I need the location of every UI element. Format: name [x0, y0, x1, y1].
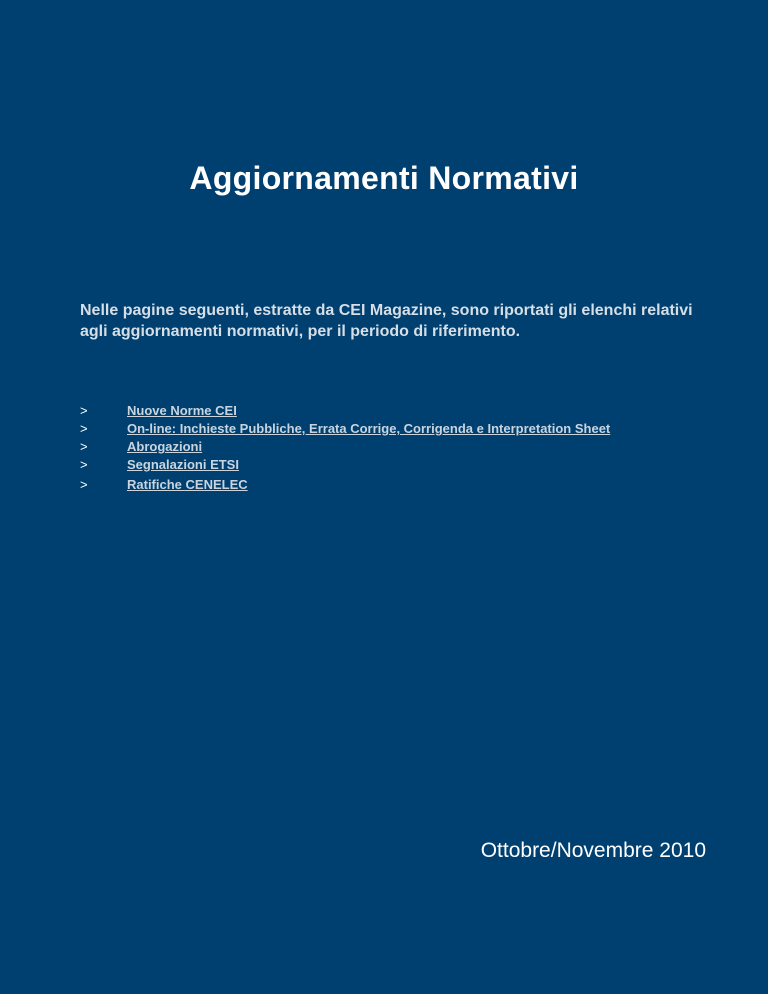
arrow-bullet-icon: > [80, 403, 88, 418]
link-list [80, 402, 720, 494]
intro-paragraph: Nelle pagine seguenti, estratte da CEI Magazine, sono riportati gli elenchi relativi agli aggiornamenti normativi, per il periodo di riferimento. [80, 302, 693, 340]
arrow-bullet-icon: > [80, 439, 88, 454]
arrow-bullet-icon: > [80, 477, 88, 492]
arrow-bullet-icon: > [80, 457, 88, 472]
link-segnalazioni-etsi[interactable]: Segnalazioni ETSI [127, 457, 239, 472]
list-item [80, 438, 720, 456]
period-label: Ottobre/Novembre 2010 [480, 839, 706, 862]
page-title: Aggiornamenti Normativi [189, 160, 579, 196]
list-item [80, 420, 720, 438]
list-item [80, 456, 720, 474]
link-abrogazioni[interactable]: Abrogazioni [127, 439, 203, 454]
link-nuove-norme-cei[interactable]: Nuove Norme CEI [127, 403, 237, 418]
link-ratifiche-cenelec[interactable]: Ratifiche CENELEC [127, 477, 248, 492]
list-item [80, 476, 720, 494]
link-on-line-inchieste[interactable]: On-line: Inchieste Pubbliche, Errata Corrige, Corrigenda e Interpretation Sheet [127, 421, 611, 436]
list-item [80, 402, 720, 420]
arrow-bullet-icon: > [80, 421, 88, 436]
